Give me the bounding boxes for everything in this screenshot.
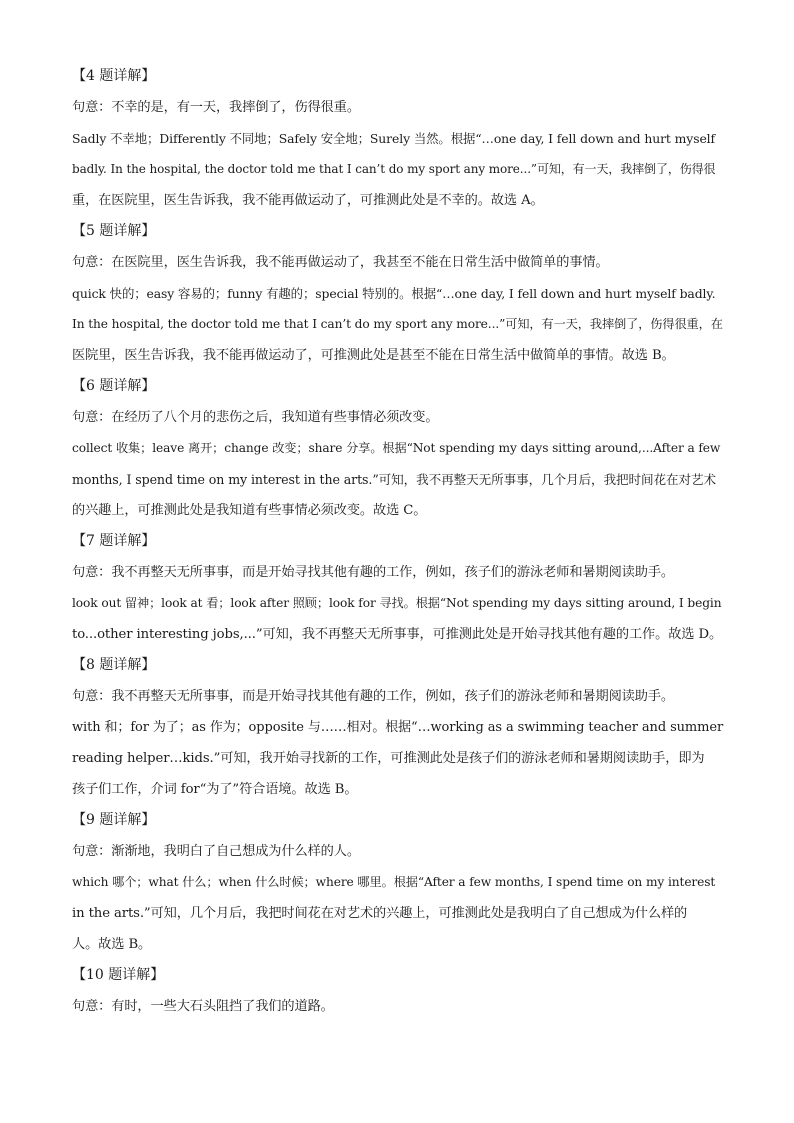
analysis-line: 孩子们工作，介词 for“为了”符合语境。故选 B。: [72, 782, 358, 797]
section-heading: 【9 题详解】: [72, 812, 156, 828]
sentence-meaning: 句意：我不再整天无所事事，而是开始寻找其他有趣的工作，例如，孩子们的游泳老师和暑期阅读助手。: [72, 689, 675, 704]
analysis-line: which 哪个；what 什么；when 什么时候；where 哪里。根据“After a few months, I spend time on my interest: [72, 875, 716, 889]
sentence-meaning: 句意：有时，一些大石头阻挡了我们的道路。: [72, 999, 334, 1014]
section-q8: [72, 650, 724, 805]
section-heading: 【8 题详解】: [72, 657, 156, 673]
analysis-line: months, I spend time on my interest in the arts.”可知，我不再整天无所事事，几个月后，我把时间花在对艺术: [72, 472, 716, 487]
section-heading: 【6 题详解】: [72, 378, 156, 394]
sentence-meaning: 句意：渐渐地，我明白了自己想成为什么样的人。: [72, 844, 360, 859]
section-heading: 【10 题详解】: [72, 967, 165, 983]
sentence-meaning: 句意：不幸的是，有一天，我摔倒了，伤得很重。: [72, 100, 360, 115]
section-q7: [72, 526, 724, 650]
sentence-meaning: 句意：我不再整天无所事事，而是开始寻找其他有趣的工作，例如，孩子们的游泳老师和暑期阅读助手。: [72, 565, 675, 580]
section-heading: 【7 题详解】: [72, 533, 156, 549]
analysis-line: Sadly 不幸地；Differently 不同地；Safely 安全地；Surely 当然。根据“…one day, I fell down and hurt myself: [72, 131, 716, 146]
analysis-line: look out 留神；look at 看；look after 照顾；look for 寻找。根据“Not spending my days sitting around, I begin: [72, 596, 722, 610]
analysis-line: 重，在医院里，医生告诉我，我不能再做运动了，可推测此处是不幸的。故选 A。: [72, 193, 544, 208]
analysis-line: reading helper…kids.”可知，我开始寻找新的工作，可推测此处是孩子们的游泳老师和暑期阅读助手，即为: [72, 751, 705, 766]
analysis-line: 人。故选 B。: [72, 937, 152, 952]
section-q5: [72, 216, 724, 371]
analysis-line: collect 收集；leave 离开；change 改变；share 分享。根据“Not spending my days sitting around,...After a few: [72, 441, 721, 455]
section-q6: [72, 371, 724, 526]
analysis-line: with 和；for 为了；as 作为；opposite 与……相对。根据“…working as a swimming teacher and summer: [72, 720, 724, 735]
document-page: [72, 61, 724, 1022]
section-q4: [72, 61, 724, 216]
analysis-line: in the arts.”可知，几个月后，我把时间花在对艺术的兴趣上，可推测此处是我明白了自己想成为什么样的: [72, 906, 688, 921]
section-heading: 【5 题详解】: [72, 223, 156, 239]
section-heading: 【4 题详解】: [72, 68, 156, 84]
sentence-meaning: 句意：在经历了八个月的悲伤之后，我知道有些事情必须改变。: [72, 410, 439, 425]
analysis-line: quick 快的；easy 容易的；funny 有趣的；special 特别的。根据“…one day, I fell down and hurt myself badly.: [72, 286, 716, 301]
section-q9: [72, 805, 724, 960]
sentence-meaning: 句意：在医院里，医生告诉我，我不能再做运动了，我甚至不能在日常生活中做简单的事情。: [72, 255, 609, 270]
analysis-line: badly. In the hospital, the doctor told me that I can’t do my sport any more...”可知，有一天，我摔倒了，伤得很: [72, 162, 716, 176]
section-q10: [72, 960, 724, 1022]
analysis-line: 医院里，医生告诉我，我不能再做运动了，可推测此处是甚至不能在日常生活中做简单的事情。故选 B。: [72, 348, 675, 363]
analysis-line: 的兴趣上，可推测此处是我知道有些事情必须改变。故选 C。: [72, 503, 427, 518]
analysis-line: In the hospital, the doctor told me that I can’t do my sport any more...”可知，有一天，我摔倒了，伤得很重，在: [72, 317, 723, 331]
analysis-line: to...other interesting jobs,...”可知，我不再整天无所事事，可推测此处是开始寻找其他有趣的工作。故选 D。: [72, 627, 723, 642]
